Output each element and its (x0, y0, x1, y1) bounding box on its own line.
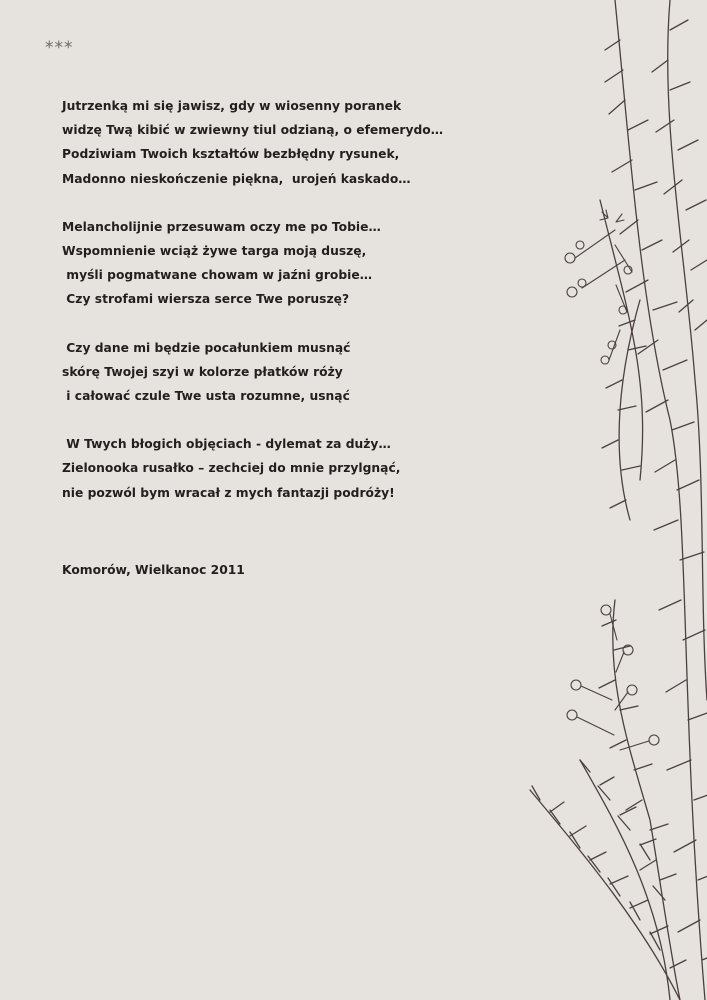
poem-line: Zielonooka rusałko – zechciej do mnie przylgnąć, (62, 461, 401, 476)
poem-body (62, 94, 462, 529)
stanza (62, 432, 462, 505)
poem-line: Podziwiam Twoich kształtów bezbłędny rysunek, (62, 147, 400, 162)
poem-line: Melancholijnie przesuwam oczy me po Tobie… (62, 219, 381, 234)
poem-line: Jutrzenką mi się jawisz, gdy w wiosenny poranek (62, 99, 402, 113)
botanical-illustration (520, 0, 707, 1000)
poem-title: *** (45, 38, 74, 58)
stanza (62, 215, 462, 312)
poem-line: W Twych błogich objęciach - dylemat za duży… (62, 437, 391, 452)
poem-line: nie pozwól bym wracał z mych fantazji podróży! (62, 485, 395, 500)
poem-line: Wspomnienie wciąż żywe targa moją duszę, (62, 244, 367, 259)
poem-line: Madonno nieskończenie piękna, urojeń kaskado… (62, 171, 411, 186)
poem-line: Czy dane mi będzie pocałunkiem musnąć (62, 340, 351, 355)
poem-line: Czy strofami wiersza serce Twe poruszę? (62, 292, 350, 307)
poem-line: widzę Twą kibić w zwiewny tiul odzianą, o efemerydo… (62, 123, 444, 138)
poem-line: skórę Twojej szyi w kolorze płatków róży (62, 364, 343, 379)
stanza (62, 94, 462, 191)
poem-line: myśli pogmatwane chowam w jaźni grobie… (62, 268, 372, 283)
stanza (62, 336, 462, 409)
poem-signature: Komorów, Wielkanoc 2011 (62, 563, 245, 577)
poem-line: i całować czule Twe usta rozumne, usnąć (62, 389, 350, 404)
